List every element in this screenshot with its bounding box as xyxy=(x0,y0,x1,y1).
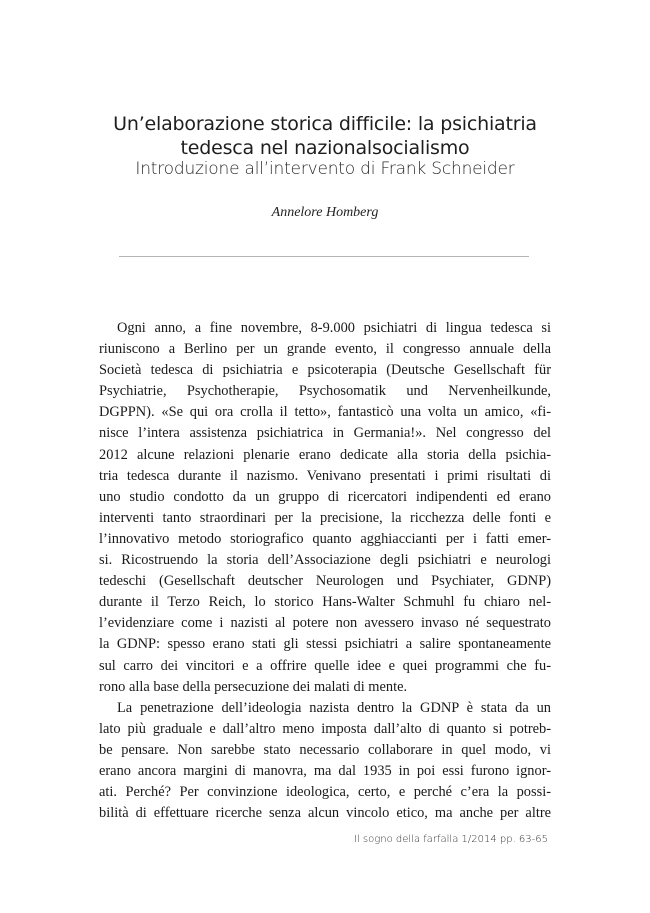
text-line: lato più graduale e dall’altro meno imposta dall’alto di quanto si potreb- xyxy=(99,720,551,737)
paragraph xyxy=(99,318,551,698)
text-line: l’evidenziare come i nazisti al potere non avessero invaso né sequestrato xyxy=(99,615,551,632)
article-subtitle: Introduzione all’intervento di Frank Schneider xyxy=(135,159,515,179)
text-line: 2012 alcune relazioni plenarie erano dedicate alla storia della psichia- xyxy=(99,446,551,463)
text-line: rono alla base della persecuzione dei malati di mente. xyxy=(99,678,408,695)
text-line: la GDNP: spesso erano stati gli stessi psichiatri a salire spontaneamente xyxy=(99,636,551,653)
text-line: erano ancora margini di manovra, ma dal 1935 in poi essi furono ignor- xyxy=(99,762,551,779)
text-line: uno studio condotto da un gruppo di ricercatori indipendenti ed erano xyxy=(99,488,551,505)
page-footer: Il sogno della farfalla 1/2014 pp. 63-65 xyxy=(354,834,548,845)
text-line: si. Ricostruendo la storia dell’Associazione degli psichiatri e neurologi xyxy=(99,552,551,569)
article-title xyxy=(0,112,650,160)
text-line: l’innovativo metodo storiografico quanto agghiaccianti per i fatti emer- xyxy=(99,530,551,547)
article-body xyxy=(99,318,551,824)
text-line: La penetrazione dell’ideologia nazista dentro la GDNP è stata da un xyxy=(117,699,551,716)
title-line-2: tedesca nel nazionalsocialismo xyxy=(180,137,470,159)
text-line: Ogni anno, a fine novembre, 8-9.000 psichiatri di lingua tedesca si xyxy=(117,320,551,336)
text-line: interventi tanto straordinari per la precisione, la ricchezza delle fonti e xyxy=(99,509,551,526)
text-line: Psychiatrie, Psychotherapie, Psychosomatik und Nervenheilkunde, xyxy=(99,383,551,400)
text-line: riuniscono a Berlino per un grande evento, il congresso annuale della xyxy=(99,341,551,358)
text-line: sul carro dei vincitori e a offrire quelle idee e quei programmi che fu- xyxy=(99,657,551,674)
text-line: durante il Terzo Reich, lo storico Hans-Walter Schmuhl fu chiaro nel- xyxy=(99,594,551,611)
text-line: tedeschi (Gesellschaft deutscher Neurologen und Psychiater, GDNP) xyxy=(99,573,551,590)
text-line: tria tedesca durante il nazismo. Venivano presentati i primi risultati di xyxy=(99,467,551,484)
paragraph xyxy=(99,698,551,825)
text-line: Società tedesca di psichiatria e psicoterapia (Deutsche Gesellschaft für xyxy=(99,362,551,379)
title-line-1: Un’elaborazione storica difficile: la psichiatria xyxy=(113,113,537,135)
text-line: ati. Perché? Per convinzione ideologica, certo, e perché c’era la possi- xyxy=(99,784,551,801)
author-name: Annelore Homberg xyxy=(271,205,379,220)
title-divider xyxy=(119,256,529,257)
text-line: nisce l’intera assistenza psichiatrica in Germania!». Nel congresso del xyxy=(99,425,551,442)
text-line: DGPPN). «Se qui ora crolla il tetto», fantasticò una volta un amico, «fi- xyxy=(99,404,551,421)
text-line: bilità di effettuare ricerche senza alcun vincolo etico, ma anche per altre xyxy=(99,805,551,822)
text-line: be pensare. Non sarebbe stato necessario collaborare in quel modo, vi xyxy=(99,741,551,758)
